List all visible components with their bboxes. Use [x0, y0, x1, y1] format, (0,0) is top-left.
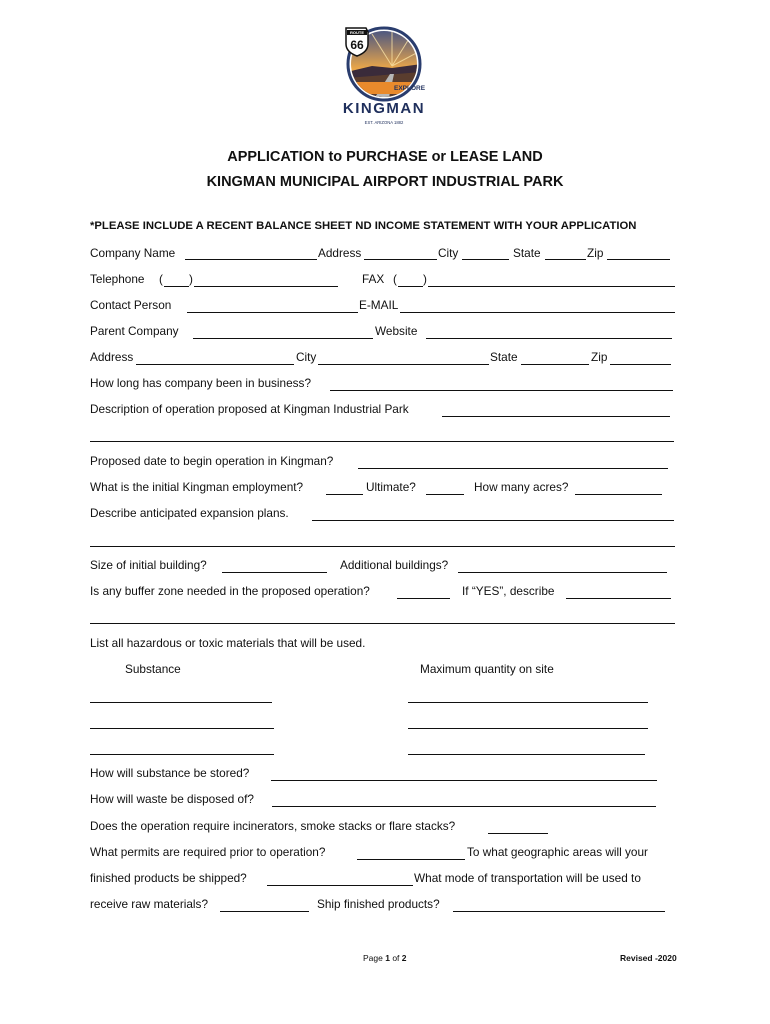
logo-sub: EST. ARIZONA 1882 — [364, 120, 404, 125]
label-incinerators: Does the operation require incinerators, smoke stacks or flare stacks? — [90, 819, 456, 833]
label-email: E-MAIL — [359, 298, 399, 312]
label-transport-mode: What mode of transportation will be used to — [414, 871, 641, 885]
form-subtitle: KINGMAN MUNICIPAL AIRPORT INDUSTRIAL PARK — [206, 174, 564, 190]
logo-name: KINGMAN — [342, 100, 426, 117]
state-field[interactable] — [545, 259, 586, 260]
label-city: City — [438, 246, 459, 260]
description-field[interactable] — [442, 416, 670, 417]
telephone-paren-open: ( — [159, 272, 163, 286]
label-size-initial-building: Size of initial building? — [90, 558, 207, 572]
label-buffer-zone: Is any buffer zone needed in the proposed operation? — [90, 584, 370, 598]
revised-date: Revised -2020 — [620, 953, 677, 963]
label-hazardous: List all hazardous or toxic materials that will be used. — [90, 636, 366, 650]
label-if-yes: If “YES”, describe — [462, 584, 555, 598]
additional-buildings-field[interactable] — [458, 572, 667, 573]
label-how-long: How long has company been in business? — [90, 376, 312, 390]
label-address: Address — [318, 246, 362, 260]
label-geo-areas: To what geographic areas will your — [467, 845, 648, 859]
finished-shipped-field[interactable] — [267, 885, 413, 886]
ultimate-field[interactable] — [426, 494, 464, 495]
fax-paren-open: ( — [393, 272, 397, 286]
label-expansion: Describe anticipated expansion plans. — [90, 506, 289, 520]
label-fax: FAX — [362, 272, 385, 286]
email-field[interactable] — [400, 312, 675, 313]
label-city-2: City — [296, 350, 317, 364]
logo-shield-text: ROUTE — [350, 30, 364, 35]
proposed-date-field[interactable] — [358, 468, 668, 469]
label-description: Description of operation proposed at Kingman Industrial Park — [90, 402, 409, 416]
column-header-max-quantity: Maximum quantity on site — [420, 662, 554, 676]
ship-finished-field[interactable] — [453, 911, 665, 912]
column-header-substance: Substance — [125, 662, 181, 676]
label-zip: Zip — [587, 246, 604, 260]
website-field[interactable] — [426, 338, 672, 339]
telephone-area-code-field[interactable] — [164, 286, 189, 287]
label-address-2: Address — [90, 350, 134, 364]
fax-paren-close: ) — [423, 272, 427, 286]
label-proposed-date: Proposed date to begin operation in Kingman? — [90, 454, 334, 468]
fax-field[interactable] — [428, 286, 675, 287]
contact-person-field[interactable] — [187, 312, 358, 313]
page-number: Page 1 of 2 — [363, 953, 407, 963]
telephone-field[interactable] — [194, 286, 338, 287]
state-2-field[interactable] — [521, 364, 589, 365]
city-field[interactable] — [462, 259, 509, 260]
waste-field[interactable] — [272, 806, 656, 807]
telephone-paren-close: ) — [189, 272, 193, 286]
raw-materials-field[interactable] — [220, 911, 309, 912]
substance-field-1[interactable] — [90, 702, 272, 703]
logo-ribbon: EXPLORE — [394, 85, 426, 92]
label-zip-2: Zip — [591, 350, 608, 364]
label-website: Website — [375, 324, 418, 338]
label-state: State — [513, 246, 541, 260]
kingman-logo — [332, 22, 436, 130]
label-ultimate: Ultimate? — [366, 480, 416, 494]
substance-field-3[interactable] — [90, 754, 274, 755]
form-title: APPLICATION to PURCHASE or LEASE LAND — [227, 149, 543, 165]
label-contact-person: Contact Person — [90, 298, 172, 312]
substance-field-2[interactable] — [90, 728, 274, 729]
max-quantity-field-3[interactable] — [408, 754, 645, 755]
buffer-zone-field[interactable] — [397, 598, 450, 599]
how-long-field[interactable] — [330, 390, 673, 391]
label-finished-shipped: finished products be shipped? — [90, 871, 247, 885]
label-how-many-acres: How many acres? — [474, 480, 569, 494]
parent-company-field[interactable] — [193, 338, 373, 339]
address-2-field[interactable] — [136, 364, 294, 365]
initial-employment-field[interactable] — [326, 494, 363, 495]
max-quantity-field-1[interactable] — [408, 702, 648, 703]
logo-shield-number: 66 — [350, 38, 364, 52]
if-yes-field[interactable] — [566, 598, 671, 599]
how-many-acres-field[interactable] — [575, 494, 662, 495]
company-name-field[interactable] — [185, 259, 317, 260]
label-telephone: Telephone — [90, 272, 145, 286]
stored-field[interactable] — [271, 780, 657, 781]
zip-field[interactable] — [607, 259, 670, 260]
expansion-field[interactable] — [312, 520, 674, 521]
label-ship-finished: Ship finished products? — [317, 897, 440, 911]
label-stored: How will substance be stored? — [90, 766, 250, 780]
expansion-field-line-2[interactable] — [90, 546, 675, 547]
zip-2-field[interactable] — [610, 364, 671, 365]
incinerators-field[interactable] — [488, 833, 548, 834]
note-balance-sheet: *PLEASE INCLUDE A RECENT BALANCE SHEET ND INCOME STATEMENT WITH YOUR APPLICATION — [90, 220, 637, 232]
label-additional-buildings: Additional buildings? — [340, 558, 449, 572]
label-waste: How will waste be disposed of? — [90, 792, 254, 806]
description-field-line-2[interactable] — [90, 441, 674, 442]
label-initial-employment: What is the initial Kingman employment? — [90, 480, 304, 494]
max-quantity-field-2[interactable] — [408, 728, 648, 729]
label-state-2: State — [490, 350, 518, 364]
permits-field[interactable] — [357, 859, 465, 860]
buffer-zone-description-line-2[interactable] — [90, 623, 675, 624]
fax-area-code-field[interactable] — [398, 286, 423, 287]
label-raw-materials: receive raw materials? — [90, 897, 209, 911]
label-permits: What permits are required prior to operation? — [90, 845, 326, 859]
city-2-field[interactable] — [318, 364, 489, 365]
label-company-name: Company Name — [90, 246, 176, 260]
size-initial-building-field[interactable] — [222, 572, 327, 573]
label-parent-company: Parent Company — [90, 324, 179, 338]
address-field[interactable] — [364, 259, 437, 260]
